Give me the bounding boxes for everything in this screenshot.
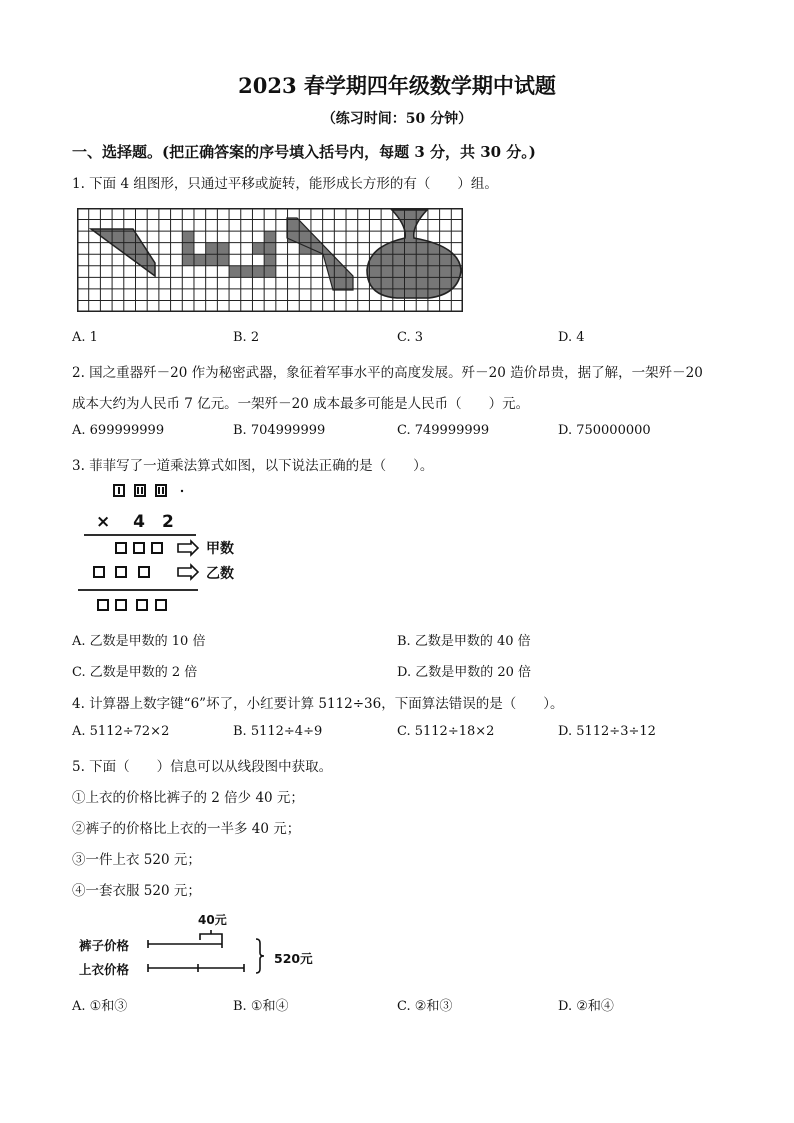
- q1-option-b[interactable]: B. 2: [233, 330, 260, 345]
- q5-label-40: 40元: [198, 913, 227, 927]
- q5-option-b[interactable]: B. ①和④: [233, 999, 289, 1014]
- q3-option-c[interactable]: C. 乙数是甲数的 2 倍: [72, 665, 198, 680]
- q2-option-c[interactable]: C. 749999999: [397, 423, 490, 438]
- q2-option-a[interactable]: A. 699999999: [72, 423, 165, 438]
- q3-label-yi: 乙数: [206, 566, 234, 582]
- page-title: 2023 春学期四年级数学期中试题: [238, 73, 556, 98]
- q5-label-total: 520元: [274, 951, 313, 966]
- q4-option-d[interactable]: D. 5112÷3÷12: [558, 724, 656, 739]
- q5-statement-4: ④一套衣服 520 元；: [72, 883, 201, 899]
- q3-option-a[interactable]: A. 乙数是甲数的 10 倍: [72, 634, 206, 649]
- q5-option-d[interactable]: D. ②和④: [558, 999, 614, 1014]
- question-2-text-line2: 成本大约为人民币 7 亿元。一架歼－20 成本最多可能是人民币（ ）元。: [72, 396, 530, 412]
- question-1-text: 1. 下面 4 组图形，只通过平移或旋转，能形成长方形的有（ ）组。: [72, 176, 498, 192]
- q5-label-shangyi: 上衣价格: [79, 962, 130, 977]
- q3-multiplier: × 4 2: [96, 512, 174, 532]
- q5-option-c[interactable]: C. ②和③: [397, 999, 453, 1014]
- q3-option-b[interactable]: B. 乙数是甲数的 40 倍: [397, 634, 531, 649]
- q1-option-d[interactable]: D. 4: [558, 330, 585, 345]
- q5-line-segment-diagram: [146, 925, 270, 975]
- question-2-text-line1: 2. 国之重器歼－20 作为秘密武器，象征着军事水平的高度发展。歼－20 造价昂贵，据了解，一架歼－20: [72, 365, 703, 381]
- q5-statement-2: ②裤子的价格比上衣的一半多 40 元；: [72, 821, 301, 837]
- q4-option-a[interactable]: A. 5112÷72×2: [72, 724, 170, 739]
- question-4-text: 4. 计算器上数字键“6”坏了，小红要计算 5112÷36，下面算法错误的是（ ）。: [72, 696, 564, 712]
- q3-option-d[interactable]: D. 乙数是甲数的 20 倍: [397, 665, 532, 680]
- section-heading: 一、选择题。(把正确答案的序号填入括号内，每题 3 分，共 30 分。): [72, 143, 536, 161]
- question-5-text: 5. 下面（ ）信息可以从线段图中获取。: [72, 759, 333, 775]
- q5-statement-3: ③一件上衣 520 元；: [72, 852, 201, 868]
- q1-option-c[interactable]: C. 3: [397, 330, 424, 345]
- question-1-grid-figure: [77, 208, 463, 312]
- q5-statement-1: ①上衣的价格比裤子的 2 倍少 40 元；: [72, 790, 304, 806]
- q3-label-jia: 甲数: [206, 541, 234, 557]
- q4-option-c[interactable]: C. 5112÷18×2: [397, 724, 495, 739]
- q2-option-b[interactable]: B. 704999999: [233, 423, 326, 438]
- q1-option-a[interactable]: A. 1: [72, 330, 98, 345]
- q2-option-d[interactable]: D. 750000000: [558, 423, 651, 438]
- question-3-text: 3. 菲菲写了一道乘法算式如图，以下说法正确的是（ ）。: [72, 458, 434, 474]
- q5-label-kuzi: 裤子价格: [79, 938, 130, 953]
- page-subtitle: （练习时间：50 分钟）: [321, 111, 473, 127]
- q4-option-b[interactable]: B. 5112÷4÷9: [233, 724, 323, 739]
- q5-option-a[interactable]: A. ①和③: [72, 999, 128, 1014]
